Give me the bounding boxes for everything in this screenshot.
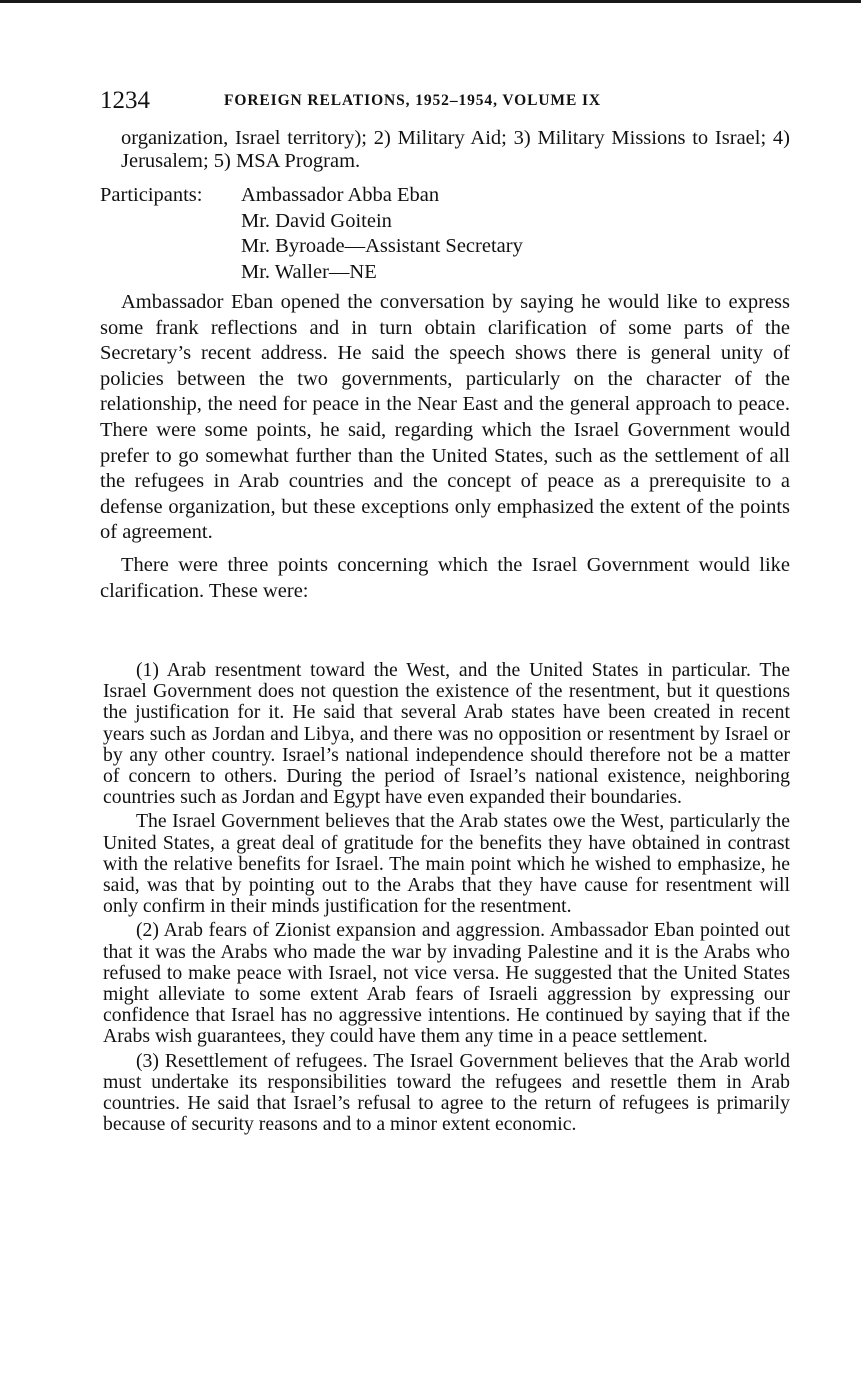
participant-name: Mr. David Goitein: [241, 209, 392, 232]
point-paragraph: The Israel Government believes that the Arab states owe the West, particularly the United States, a great deal of gratitude for the benefits they have obtained in contrast with the relative benefits for Israel. The main point which he wished to emphasize, he said, was that by pointing out to the Arabs that they have cause for resentment will only confirm in their minds justification for the resentment.: [103, 810, 790, 918]
body-paragraph: Ambassador Eban opened the conversation by saying he would like to express some frank reflections and in turn obtain clarification of some parts of the Secretary’s recent address. He said the speech shows there is general unity of policies between the two governments, particularly on the character of the relationship, the need for peace in the Near East and the general approach to peace. There were some points, he said, regarding which the Israel Government would prefer to go somewhat further than the United States, such as the settlement of all the refugees in Arab countries and the concept of peace as a prerequisite to a defense organization, but these exceptions only emphasized the extent of the points of agreement.: [100, 291, 790, 544]
memo-body: [100, 290, 790, 611]
body-paragraph: There were three points concerning which the Israel Government would like clarification. These were:: [100, 553, 790, 602]
participant-name: Mr. Waller—NE: [241, 260, 377, 283]
point-paragraph: (3) Resettlement of refugees. The Israel Government believes that the Arab world must undertake its responsibilities toward the refugees and resettle them in Arab countries. He said that Israel’s refusal to agree to the return of refugees is primarily because of security reasons and to a minor extent economic.: [103, 1049, 790, 1136]
participant-name: Ambassador Abba Eban: [241, 184, 440, 206]
participant-name: Mr. Byroade—Assistant Secretary: [241, 235, 523, 257]
intro-continuation: [100, 127, 790, 173]
page-number: 1234: [100, 87, 150, 114]
point-paragraph: (1) Arab resentment toward the West, and the United States in particular. The Israel Government does not question the existence of the resentment, but it questions the justification for it. He said that several Arab states have been created in recent years such as Jordan and Libya, and there was no opposition or resentment by Israel or by any other country. Israel’s national independence should therefore not be a matter of concern to others. During the period of Israel’s national existence, neighboring countries such as Jordan and Egypt have even expanded their boundaries.: [103, 659, 790, 809]
running-head: FOREIGN RELATIONS, 1952–1954, VOLUME IX: [224, 92, 601, 109]
point-paragraph: (2) Arab fears of Zionist expansion and aggression. Ambassador Eban pointed out that it was the Arabs who made the war by invading Palestine and it is the Arabs who refused to make peace with Israel, not vice versa. He suggested that the United States might alleviate to some extent Arab fears of Israeli aggression by expressing our confidence that Israel has no aggressive intentions. He continued by saying that if the Arabs wish guarantees, they could have them any time in a peace settlement.: [103, 919, 790, 1048]
participants-block: [100, 183, 790, 285]
page-header: [100, 86, 790, 116]
clarification-points: [103, 660, 790, 1138]
top-border-rule: [0, 0, 861, 3]
intro-text: organization, Israel territory); 2) Military Aid; 3) Military Missions to Israel; 4) Jerusalem; 5) MSA Program.: [121, 127, 790, 172]
participants-list: [100, 183, 790, 285]
participants-label: Participants:: [100, 184, 203, 206]
